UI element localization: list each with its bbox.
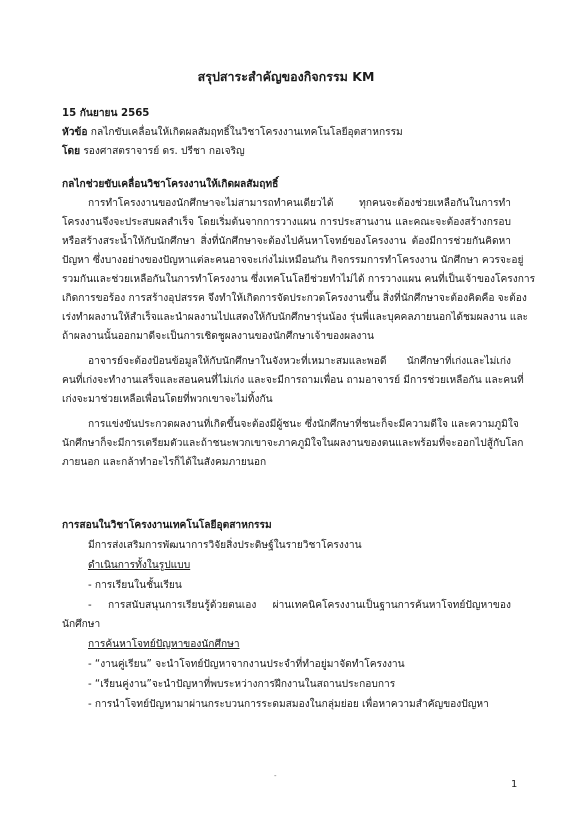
document-date: 15 กันยายน 2565: [62, 108, 150, 119]
section2-intro: มีการส่งเสริมการพัฒนาการวิจัยสิ่งประดิษฐ์ในรายวิชาโครงงาน: [88, 540, 362, 551]
section1-paragraph-line: เกิดการขอร้อง การสร้างอุปสรรค จึงทำให้เกิดการจัดประกวดโครงงานขึ้น สิ่งที่นักศึกษาจะต้องคิดคือ จะต้อง: [62, 293, 527, 304]
section1-paragraph-line: ถ้าผลงานนั้นออกมาดีจะเป็นการเชิดชูผลงานของนักศึกษาเจ้าของผลงาน: [62, 331, 375, 342]
section1-paragraph-line: โครงงานจึงจะประสบผลสำเร็จ โดยเริ่มต้นจากการวางแผน การประสานงาน และคณะจะต้องสร้างกรอบ: [62, 217, 511, 228]
sub2-item: - “งานคู่เรียน” จะนำโจทย์ปัญหาจากงานประจำที่ทำอยู่มาจัดทำโครงงาน: [88, 659, 405, 670]
section1-heading: กลไกช่วยขับเคลื่อนวิชาโครงงานให้เกิดผลสัมฤทธิ์: [62, 179, 279, 190]
sub1-item: - การสนับสนุนการเรียนรู้ด้วยตนเอง ผ่านเทคนิคโครงงานเป็นฐานการค้นหาโจทย์ปัญหาของ: [88, 600, 511, 611]
topic-line: [62, 126, 403, 140]
document-title: สรุปสาระสำคัญของกิจกรรม KM: [197, 69, 375, 84]
sub2-item: - “เรียนคู่งาน”จะนำปัญหาที่พบระหว่างการฝึกงานในสถานประกอบการ: [88, 679, 396, 690]
sub2-heading: การค้นหาโจทย์ปัญหาของนักศึกษา: [88, 639, 240, 650]
section1-paragraph-line: การทำโครงงานของนักศึกษาจะไม่สามารถทำคนเดียวได้ ทุกคนจะต้องช่วยเหลือกันในการทำ: [88, 198, 511, 209]
section1-paragraph-line: เก่งจะมาช่วยเหลือเพื่อนโดยที่พวกเขาจะไม่ทิ้งกัน: [62, 394, 273, 405]
section1-paragraph-line: นักศึกษาก็จะมีการเตรียมตัวและถ้าชนะพวกเขาจะภาคภูมิใจในผลงานของตนและพร้อมที่จะออกไปสู้กับโลก: [62, 438, 524, 449]
footer-mark: -: [274, 772, 277, 780]
sub2-item: - การนำโจทย์ปัญหามาผ่านกระบวนการระดมสมองในกลุ่มย่อย เพื่อหาความสำคัญของปัญหา: [88, 699, 489, 710]
author-line: [62, 145, 245, 159]
author-label: โดย: [62, 146, 81, 157]
page-number: 1: [511, 779, 518, 790]
topic-text: กลไกขับเคลื่อนให้เกิดผลสัมฤทธิ์ในวิชาโครงงานเทคโนโลยีอุตสาหกรรม: [90, 127, 403, 138]
section1-paragraph-line: คนที่เก่งจะทำงานเสร็จและสอนคนที่ไม่เก่ง และจะมีการถามเพื่อน ถามอาจารย์ มีการช่วยเหลือกัน และคนที่: [62, 375, 524, 386]
sub1-item-continuation: นักศึกษา: [62, 619, 101, 630]
section1-paragraph-line: การแข่งขันประกวดผลงานที่เกิดขึ้นจะต้องมีผู้ชนะ ซึ่งนักศึกษาที่ชนะก็จะมีความดีใจ และความภูมิใจ: [88, 419, 519, 430]
section1-paragraph-line: อาจารย์จะต้องป้อนข้อมูลให้กับนักศึกษาในจังหวะที่เหมาะสมและพอดี นักศึกษาที่เก่งและไม่เก่ง: [88, 356, 511, 367]
author-name: รองศาสตราจารย์ ดร. ปรีชา กอเจริญ: [83, 146, 245, 157]
sub1-heading: ดำเนินการทั้งในรูปแบบ: [88, 560, 191, 571]
topic-label: หัวข้อ: [62, 127, 88, 138]
section1-paragraph-line: รวมกันและช่วยเหลือกันในการทำโครงงาน ซึ่งเทคโนโลยีช่วยทำไม่ได้ การวางแผน คนที่เป็นเจ้าของโครงการ: [62, 274, 536, 285]
section1-paragraph-line: ภายนอก และกล้าทำอะไรก็ได้ในสังคมภายนอก: [62, 457, 267, 468]
section1-paragraph-line: เร่งทำผลงานให้สำเร็จและนำผลงานไปแสดงให้กับนักศึกษารุ่นน้อง รุ่นพี่และบุคคลภายนอกได้ชมผลงาน และ: [62, 312, 529, 323]
sub1-item: - การเรียนในชั้นเรียน: [88, 580, 182, 591]
section1-paragraph-line: ปัญหา ซึ่งบางอย่างของปัญหาแต่ละคนอาจจะเก่งไม่เหมือนกัน กิจกรรมการทำโครงงาน นักศึกษา ควรจะอยู่: [62, 255, 524, 266]
section2-heading: การสอนในวิชาโครงงานเทคโนโลยีอุตสาหกรรม: [62, 520, 272, 531]
section1-paragraph-line: หรือสร้างสระน้ำให้กับนักศึกษา สิ่งที่นักศึกษาจะต้องไปค้นหาโจทย์ของโครงงาน ต้องมีการช่วยกันคิดหา: [62, 236, 511, 247]
